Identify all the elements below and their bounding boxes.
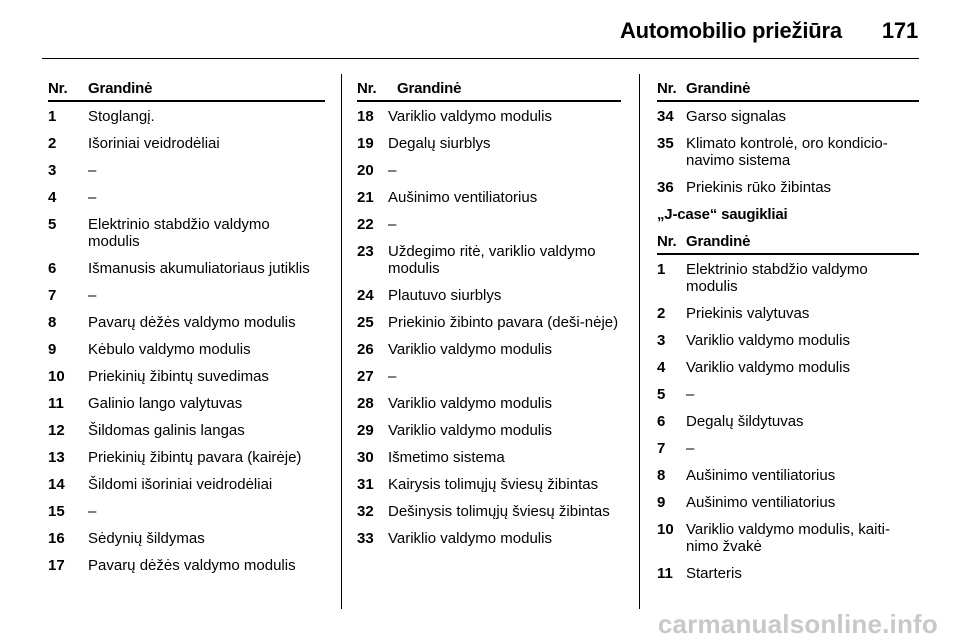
fuse-number: 12 xyxy=(48,422,65,439)
circuit-name: Šildomi išoriniai veidrodėliai xyxy=(88,476,273,493)
circuit-name: – xyxy=(88,503,97,520)
circuit-name: Elektrinio stabdžio valdymo modulis xyxy=(686,261,868,295)
table-header xyxy=(357,80,621,102)
table-row xyxy=(657,179,919,196)
fuse-number: 5 xyxy=(48,216,57,233)
circuit-name: Variklio valdymo modulis, kaiti-nimo žvakė xyxy=(686,521,890,555)
table-row xyxy=(357,135,621,152)
table-row xyxy=(357,108,621,125)
table-body xyxy=(657,261,919,582)
table-row xyxy=(657,359,919,376)
watermark: carmanualsonline.info xyxy=(657,609,938,639)
page-title: Automobilio priežiūra xyxy=(619,18,842,43)
circuit-name: Priekinių žibintų suvedimas xyxy=(88,368,269,385)
table-row xyxy=(357,503,621,520)
fuse-table-column-2 xyxy=(357,80,621,557)
table-row xyxy=(657,386,919,403)
circuit-name: – xyxy=(88,189,97,206)
circuit-name: Variklio valdymo modulis xyxy=(686,332,850,349)
table-row xyxy=(357,341,621,358)
table-row xyxy=(48,422,325,439)
table-row xyxy=(48,368,325,385)
circuit-name: Išmanusis akumuliatoriaus jutiklis xyxy=(88,260,310,277)
circuit-name: Priekinis rūko žibintas xyxy=(686,179,832,196)
table-row xyxy=(357,449,621,466)
fuse-number: 25 xyxy=(357,314,374,331)
circuit-header: Grandinė xyxy=(397,80,462,97)
page-header xyxy=(620,18,918,44)
fuse-number: 30 xyxy=(357,449,374,466)
circuit-name: – xyxy=(88,287,97,304)
table-row xyxy=(48,108,325,125)
table-body xyxy=(357,108,621,547)
table-row xyxy=(48,260,325,277)
circuit-name: Starteris xyxy=(686,565,742,582)
table-row xyxy=(48,162,325,179)
table-row xyxy=(657,305,919,322)
fuse-number: 10 xyxy=(48,368,65,385)
table-row xyxy=(657,261,919,295)
table-row xyxy=(657,332,919,349)
fuse-number: 26 xyxy=(357,341,374,358)
table-row xyxy=(657,467,919,484)
table-row xyxy=(357,476,621,493)
table-row xyxy=(357,368,621,385)
table-row xyxy=(357,162,621,179)
column-divider xyxy=(341,74,342,609)
circuit-name: Priekinis valytuvas xyxy=(686,305,810,322)
table-row xyxy=(48,503,325,520)
circuit-name: Išmetimo sistema xyxy=(388,449,505,466)
fuse-number: 19 xyxy=(357,135,374,152)
table-row xyxy=(48,341,325,358)
circuit-name: Variklio valdymo modulis xyxy=(686,359,850,376)
circuit-name: Pavarų dėžės valdymo modulis xyxy=(88,314,296,331)
fuse-number: 36 xyxy=(657,179,674,196)
circuit-name: Degalų siurblys xyxy=(388,135,491,152)
fuse-number: 17 xyxy=(48,557,65,574)
fuse-number: 1 xyxy=(48,108,57,125)
fuse-number: 2 xyxy=(657,305,666,322)
fuse-number: 34 xyxy=(657,108,674,125)
fuse-number: 23 xyxy=(357,243,374,260)
fuse-number: 11 xyxy=(657,565,673,582)
table-row xyxy=(657,440,919,457)
table-row xyxy=(657,494,919,511)
circuit-name: Stoglangį. xyxy=(88,108,155,125)
circuit-name: Variklio valdymo modulis xyxy=(388,422,552,439)
fuse-number: 32 xyxy=(357,503,374,520)
table-row xyxy=(357,287,621,304)
fuse-number: 31 xyxy=(357,476,374,493)
table-body xyxy=(48,108,325,574)
fuse-number: 21 xyxy=(357,189,374,206)
fuse-number: 29 xyxy=(357,422,374,439)
table-row xyxy=(48,216,325,250)
table-row xyxy=(48,314,325,331)
table-row xyxy=(657,521,919,555)
circuit-name: – xyxy=(686,440,695,457)
circuit-header: Grandinė xyxy=(88,80,153,97)
table-row xyxy=(357,395,621,412)
fuse-table-column-3 xyxy=(657,80,919,592)
nr-header: Nr. xyxy=(48,80,68,97)
fuse-number: 8 xyxy=(657,467,666,484)
table-row xyxy=(357,243,621,277)
table-row xyxy=(48,189,325,206)
column-divider xyxy=(639,74,640,609)
table-header xyxy=(657,233,919,255)
fuse-number: 35 xyxy=(657,135,674,152)
fuse-number: 9 xyxy=(657,494,666,511)
circuit-name: Kėbulo valdymo modulis xyxy=(88,341,251,358)
circuit-name: Variklio valdymo modulis xyxy=(388,108,552,125)
circuit-name: – xyxy=(388,162,397,179)
circuit-name: Dešinysis tolimųjų šviesų žibintas xyxy=(388,503,610,520)
table-header xyxy=(48,80,325,102)
table-row xyxy=(357,216,621,233)
circuit-name: – xyxy=(388,216,397,233)
fuse-number: 2 xyxy=(48,135,57,152)
header-rule xyxy=(42,58,919,59)
table-row xyxy=(48,557,325,574)
circuit-name: Kairysis tolimųjų šviesų žibintas xyxy=(388,476,599,493)
table-row xyxy=(357,314,621,331)
table-body xyxy=(657,108,919,196)
fuse-number: 1 xyxy=(657,261,666,278)
circuit-name: Priekinio žibinto pavara (deši-nėje) xyxy=(388,314,619,331)
circuit-name: Plautuvo siurblys xyxy=(388,287,502,304)
fuse-number: 10 xyxy=(657,521,674,538)
fuse-number: 7 xyxy=(48,287,57,304)
circuit-name: – xyxy=(388,368,397,385)
fuse-number: 15 xyxy=(48,503,65,520)
fuse-number: 18 xyxy=(357,108,374,125)
circuit-name: Klimato kontrolė, oro kondicio-navimo sistema xyxy=(686,135,888,169)
circuit-name: Garso signalas xyxy=(686,108,787,125)
fuse-number: 27 xyxy=(357,368,374,385)
circuit-name: Išoriniai veidrodėliai xyxy=(88,135,220,152)
table-row xyxy=(48,395,325,412)
circuit-name: Variklio valdymo modulis xyxy=(388,530,552,547)
fuse-number: 6 xyxy=(48,260,57,277)
fuse-number: 7 xyxy=(657,440,666,457)
fuse-number: 13 xyxy=(48,449,65,466)
fuse-number: 8 xyxy=(48,314,57,331)
circuit-name: Aušinimo ventiliatorius xyxy=(686,467,836,484)
circuit-name: Aušinimo ventiliatorius xyxy=(388,189,538,206)
table-header xyxy=(657,80,919,102)
fuse-number: 22 xyxy=(357,216,374,233)
table-row xyxy=(48,287,325,304)
circuit-header: Grandinė xyxy=(686,233,751,250)
fuse-number: 28 xyxy=(357,395,374,412)
table-row xyxy=(657,108,919,125)
circuit-name: – xyxy=(88,162,97,179)
circuit-header: Grandinė xyxy=(686,80,751,97)
circuit-name: Pavarų dėžės valdymo modulis xyxy=(88,557,296,574)
jcase-heading: „J-case“ saugikliai xyxy=(657,206,788,223)
fuse-number: 9 xyxy=(48,341,57,358)
fuse-number: 4 xyxy=(48,189,57,206)
circuit-name: Uždegimo ritė, variklio valdymo modulis xyxy=(388,243,596,277)
circuit-name: – xyxy=(686,386,695,403)
fuse-table-column-1 xyxy=(48,80,325,584)
table-row xyxy=(357,422,621,439)
fuse-number: 24 xyxy=(357,287,374,304)
nr-header: Nr. xyxy=(657,233,677,250)
table-row xyxy=(357,189,621,206)
circuit-name: Variklio valdymo modulis xyxy=(388,395,552,412)
circuit-name: Variklio valdymo modulis xyxy=(388,341,552,358)
circuit-name: Šildomas galinis langas xyxy=(88,422,245,439)
circuit-name: Aušinimo ventiliatorius xyxy=(686,494,836,511)
fuse-number: 4 xyxy=(657,359,666,376)
table-row xyxy=(48,530,325,547)
circuit-name: Sėdynių šildymas xyxy=(88,530,205,547)
fuse-number: 14 xyxy=(48,476,65,493)
fuse-number: 20 xyxy=(357,162,374,179)
circuit-name: Degalų šildytuvas xyxy=(686,413,804,430)
fuse-number: 5 xyxy=(657,386,666,403)
table-row xyxy=(657,135,919,169)
table-row xyxy=(657,565,919,582)
fuse-number: 3 xyxy=(48,162,57,179)
fuse-number: 11 xyxy=(48,395,64,412)
fuse-number: 6 xyxy=(657,413,666,430)
fuse-number: 3 xyxy=(657,332,666,349)
circuit-name: Galinio lango valytuvas xyxy=(88,395,243,412)
fuse-number: 16 xyxy=(48,530,65,547)
table-row xyxy=(357,530,621,547)
table-row xyxy=(48,135,325,152)
table-row xyxy=(657,413,919,430)
page-number: 171 xyxy=(881,18,918,43)
circuit-name: Elektrinio stabdžio valdymo modulis xyxy=(88,216,270,250)
fuse-number: 33 xyxy=(357,530,374,547)
circuit-name: Priekinių žibintų pavara (kairėje) xyxy=(88,449,302,466)
table-row xyxy=(48,476,325,493)
nr-header: Nr. xyxy=(357,80,377,97)
table-row xyxy=(48,449,325,466)
nr-header: Nr. xyxy=(657,80,677,97)
